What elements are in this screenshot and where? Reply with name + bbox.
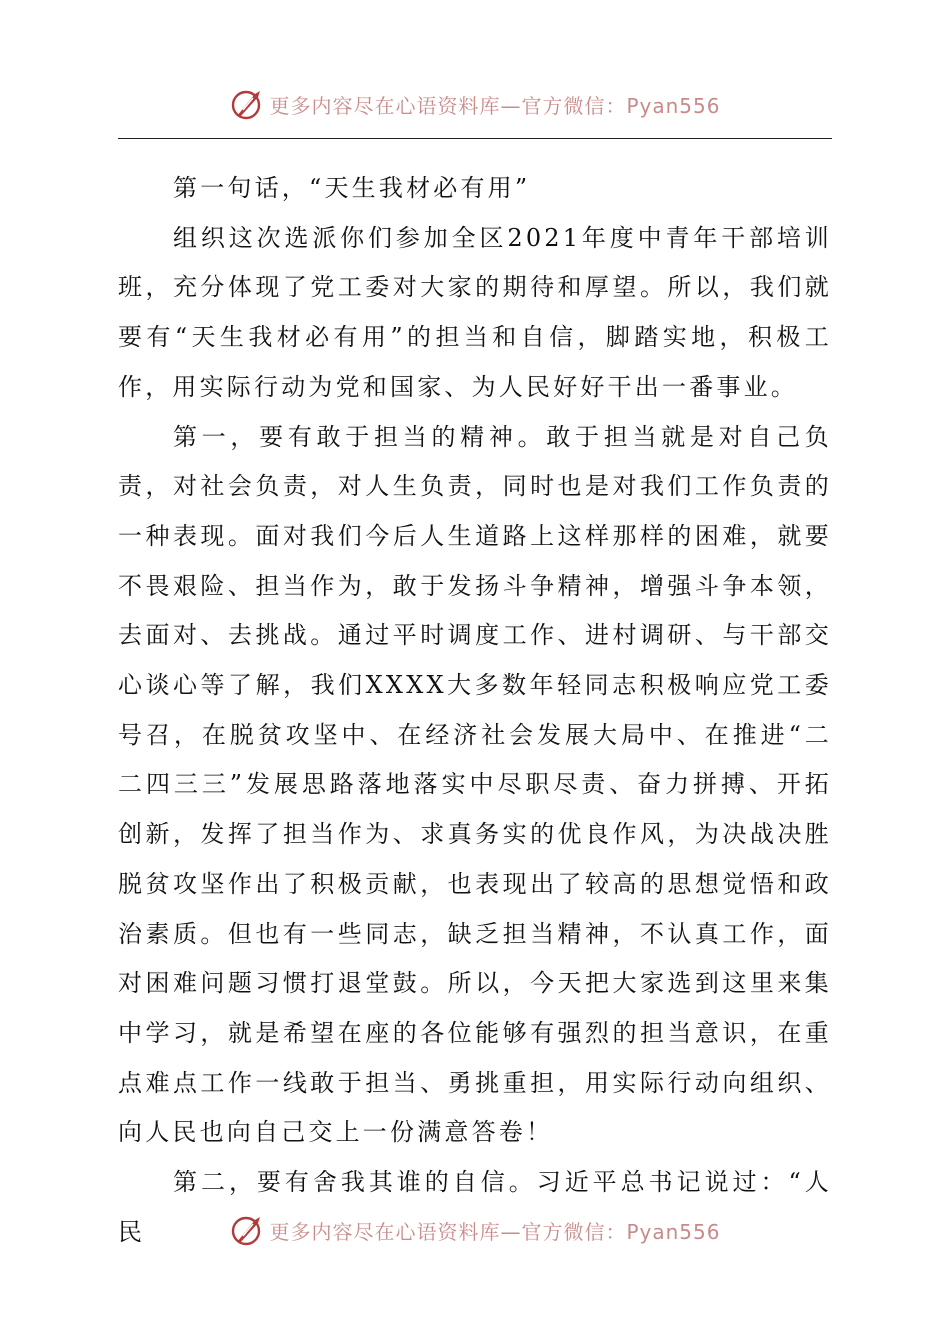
paragraph: 第二，要有舍我其谁的自信。习近平总书记说过：“人民: [118, 1168, 832, 1246]
paragraph-heading: 第一句话，“天生我材必有用”: [173, 174, 531, 202]
header-banner: [0, 84, 950, 124]
paragraph: 组织这次选派你们参加全区2021年度中青年干部培训班，充分体现了党工委对大家的期待和厚望。所以，我们就要有“天生我材必有用”的担当和自信，脚踏实地，积极工作，用实际行动为党和国家、为人民好好干出一番事业。: [118, 223, 832, 401]
paragraph: 第一，要有敢于担当的精神。敢于担当就是对自己负责，对社会负责，对人生负责，同时也是对我们工作负责的一种表现。面对我们今后人生道路上这样那样的困难，就要不畏艰险、担当作为，敢于发扬斗争精神，增强斗争本领，去面对、去挑战。通过平时调度工作、进村调研、与干部交心谈心等了解，我们XXXX大多数年轻同志积极响应党工委号召，在脱贫攻坚中、在经济社会发展大局中、在推进“二二四三三”发展思路落地落实中尽职尽责、奋力拼搏、开拓创新，发挥了担当作为、求真务实的优良作风，为决战决胜脱贫攻坚作出了积极贡献，也表现出了较高的思想觉悟和政治素质。但也有一些同志，缺乏担当精神，不认真工作，面对困难问题习惯打退堂鼓。所以，今天把大家选到这里来集中学习，就是希望在座的各位能够有强烈的担当意识，在重点难点工作一线敢于担当、勇挑重担，用实际行动向组织、向人民也向自己交上一份满意答卷！: [118, 422, 832, 1147]
footer-banner: [0, 1210, 950, 1250]
header-divider: [118, 138, 832, 139]
quill-pen-logo-icon: [229, 1212, 265, 1248]
footer-banner-text: 更多内容尽在心语资料库—官方微信：Pyan556: [269, 1219, 721, 1244]
header-banner-text: 更多内容尽在心语资料库—官方微信：Pyan556: [269, 93, 721, 118]
quill-pen-logo-icon: [229, 86, 265, 122]
document-body: [118, 164, 832, 1257]
